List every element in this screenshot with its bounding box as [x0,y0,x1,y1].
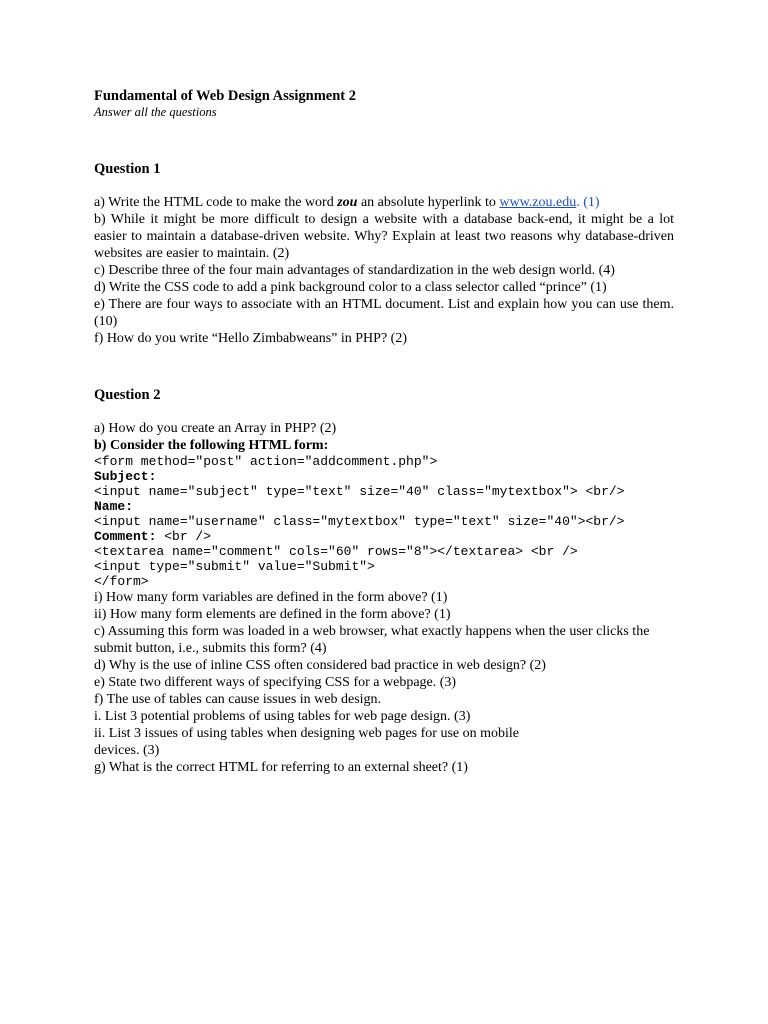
code-line-textarea: <textarea name="comment" cols="60" rows="8"></textarea> <br /> [94,544,578,559]
q2-item-i: i) How many form variables are defined in the form above? (1) [94,590,448,605]
q2-item-f-ii-line1: ii. List 3 issues of using tables when designing web pages for use on mobile [94,726,519,741]
comment-br: <br /> [156,529,212,544]
question-1-heading: Question 1 [94,161,161,177]
document-subtitle: Answer all the questions [94,105,217,119]
code-line-username-input: <input name="username" class="mytextbox" type="text" size="40"><br/> [94,514,625,529]
q1-item-c: c) Describe three of the four main advantages of standardization in the web design world. (4) [94,263,615,278]
q1-item-a [94,194,674,211]
zou-word: zou [337,195,358,210]
q1-a-marks: (1) [579,195,600,210]
q1-item-b: b) While it might be more difficult to design a website with a database back-end, it might be a lot easier to maintain a database-driven website. Why? Explain at least two reasons why database-driven websites are easier to maintain. (2) [94,212,674,261]
q2-item-d: d) Why is the use of inline CSS often considered bad practice in web design? (2) [94,658,546,673]
q2-item-c: c) Assuming this form was loaded in a web browser, what exactly happens when the user clicks the submit button, i.e., submits this form? (4) [94,624,650,656]
question-2-heading: Question 2 [94,387,161,403]
zou-edu-link[interactable]: www.zou.edu [499,195,577,210]
q2-item-b: b) Consider the following HTML form: [94,438,329,453]
q1-a-text-middle: an absolute hyperlink to [357,195,500,210]
code-line-form-open: <form method="post" action="addcomment.php"> [94,454,438,469]
html-form-code-block [94,454,674,589]
code-line-subject-input: <input name="subject" type="text" size="40" class="mytextbox"> <br/> [94,484,625,499]
q2-item-g: g) What is the correct HTML for referring to an external sheet? (1) [94,760,468,775]
q1-a-text-start: a) Write the HTML code to make the word [94,195,338,210]
q2-item-f-ii-line2: devices. (3) [94,743,160,758]
q2-item-e: e) State two different ways of specifying CSS for a webpage. (3) [94,675,457,690]
q2-item-a: a) How do you create an Array in PHP? (2) [94,421,337,436]
q1-item-d: d) Write the CSS code to add a pink background color to a class selector called “prince” (1) [94,280,607,295]
code-line-name-label: Name: [94,499,134,514]
q1-item-f: f) How do you write “Hello Zimbabweans” in PHP? (2) [94,331,407,346]
document-title: Fundamental of Web Design Assignment 2 [94,88,356,104]
code-line-form-close: </form> [94,574,149,589]
document-body [94,88,674,776]
q1-a-period: . [576,195,580,210]
code-line-subject-label: Subject: [94,469,157,484]
q2-item-f: f) The use of tables can cause issues in web design. [94,692,382,707]
q2-item-ii: ii) How many form elements are defined in the form above? (1) [94,607,451,622]
q2-item-f-i: i. List 3 potential problems of using tables for web page design. (3) [94,709,471,724]
code-line-submit-input: <input type="submit" value="Submit"> [94,559,375,574]
comment-label: Comment: [94,529,157,544]
q1-item-e: e) There are four ways to associate with an HTML document. List and explain how you can use them. (10) [94,297,674,329]
code-line-comment-label [94,529,674,544]
